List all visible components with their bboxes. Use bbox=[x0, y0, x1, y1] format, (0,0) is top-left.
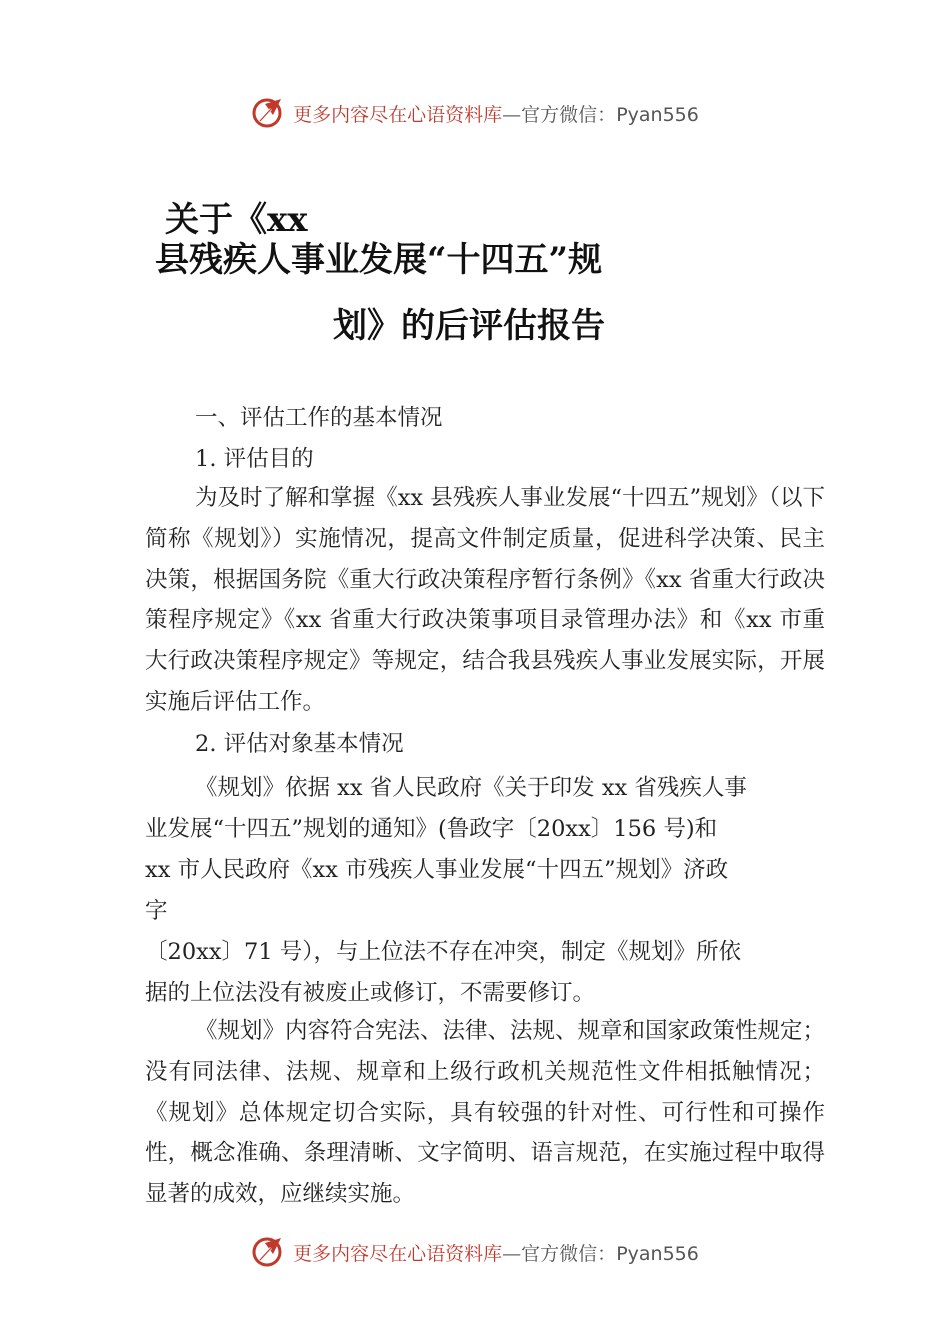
subheading-object: 2. 评估对象基本情况 bbox=[195, 731, 404, 757]
doc-title-line-3: 划》的后评估报告 bbox=[333, 306, 605, 346]
paragraph-basis-line: 业发展“十四五”规划的通知》(鲁政字〔20xx〕156 号)和 bbox=[145, 816, 718, 842]
banner-dash: — bbox=[502, 1242, 522, 1265]
pen-logo-icon bbox=[251, 1234, 287, 1270]
paragraph-basis-line: xx 市人民政府《xx 市残疾人事业发展“十四五”规划》济政 bbox=[145, 857, 729, 883]
paragraph-basis-line: 〔20xx〕71 号），与上位法不存在冲突，制定《规划》所依 bbox=[145, 939, 742, 965]
banner-text bbox=[293, 100, 699, 127]
pen-logo-icon bbox=[251, 95, 287, 131]
banner-wechat-label: 官方微信： bbox=[521, 1242, 617, 1265]
paragraph-compliance: 《规划》内容符合宪法、法律、法规、规章和国家政策性规定；没有同法律、法规、规章和上级行政机关规范性文件相抵触情况；《规划》总体规定切合实际，具有较强的针对性、可行性和可操作性，概念准确、条理清晰、文字简明、语言规范，在实施过程中取得显著的成效，应继续实施。 bbox=[145, 1018, 826, 1208]
header-banner bbox=[0, 93, 950, 133]
footer-banner bbox=[0, 1232, 950, 1272]
paragraph-basis-line: 字 bbox=[145, 898, 168, 924]
doc-title-line-1: 关于《xx bbox=[165, 200, 308, 240]
paragraph-purpose: 为及时了解和掌握《xx 县残疾人事业发展“十四五”规划》（以下简称《规划》）实施情况，提高文件制定质量，促进科学决策、民主决策，根据国务院《重大行政决策程序暂行条例》《xx 省重大行政决策程序规定》《xx 省重大行政决策事项目录管理办法》和《xx 市重大行政决策程序规定》等规定，结合我县残疾人事业发展实际，开展实施后评估工作。 bbox=[145, 485, 825, 715]
paragraph-basis-line: 《规划》依据 xx 省人民政府《关于印发 xx 省残疾人事 bbox=[195, 775, 747, 801]
banner-wechat-label: 官方微信： bbox=[521, 103, 617, 126]
banner-wechat-id: Pyan556 bbox=[616, 103, 699, 126]
section-heading-1: 一、评估工作的基本情况 bbox=[195, 405, 443, 431]
doc-title-line-2: 县残疾人事业发展“十四五”规 bbox=[155, 240, 603, 280]
banner-wechat-id: Pyan556 bbox=[616, 1242, 699, 1265]
banner-brand: 更多内容尽在心语资料库 bbox=[293, 103, 503, 126]
banner-text bbox=[293, 1239, 699, 1266]
banner-brand: 更多内容尽在心语资料库 bbox=[293, 1242, 503, 1265]
subheading-purpose: 1. 评估目的 bbox=[195, 446, 314, 472]
paragraph-basis-line: 据的上位法没有被废止或修订，不需要修订。 bbox=[145, 980, 596, 1006]
banner-dash: — bbox=[502, 103, 522, 126]
